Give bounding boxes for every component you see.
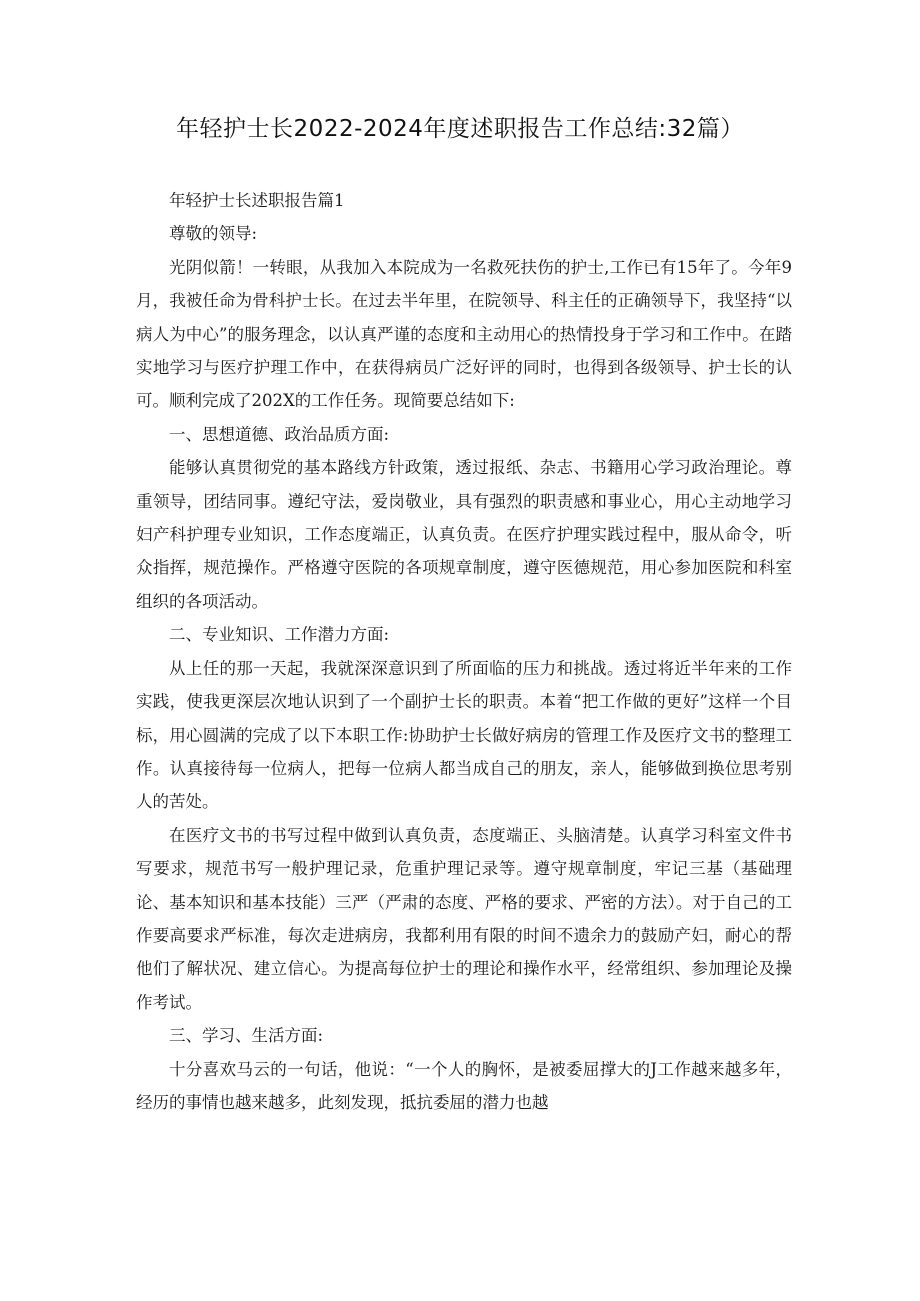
document-body xyxy=(136,184,792,1119)
salutation: 尊敬的领导: xyxy=(169,224,258,244)
section-heading: 三、学习、生活方面: xyxy=(169,1026,324,1046)
body-paragraph: 从上任的那一天起，我就深深意识到了所面临的压力和挑战。透过将近半年来的工作实践，使我更深层次地认识到了一个副护士长的职责。本着“把工作做的更好”这样一个目标，用心圆满的完成了以下本职工作:协助护士长做好病房的管理工作及医疗文书的整理工作。认真接待每一位病人，把每一位病人都当成自己的朋友，亲人，能够做到换位思考别人的苦处。 xyxy=(136,658,792,812)
section-heading: 年轻护士长述职报告篇1 xyxy=(169,191,345,210)
body-paragraph: 在医疗文书的书写过程中做到认真负责，态度端正、头脑清楚。认真学习科室文件书写要求，规范书写一般护理记录，危重护理记录等。遵守规章制度，牢记三基（基础理论、基本知识和基本技能）三严（严肃的态度、严格的要求、严密的方法）。对于自己的工作要高要求严标准，每次走进病房，我都利用有限的时间不遗余力的鼓励产妇，耐心的帮他们了解状况、建立信心。为提高每位护士的理论和操作水平，经常组织、参加理论及操作考试。 xyxy=(136,825,792,1012)
section-heading: 二、专业知识、工作潜力方面: xyxy=(169,625,390,645)
section-heading: 一、思想道德、政治品质方面: xyxy=(169,424,390,444)
document-title: 年轻护士长2022-2024年度述职报告工作总结:32篇） xyxy=(176,116,744,142)
body-paragraph: 十分喜欢马云的一句话，他说：“一个人的胸怀，是被委屈撑大的J工作越来越多年，经历的事情也越来越多，此刻发现，抵抗委屈的潜力也越 xyxy=(136,1059,792,1112)
body-paragraph: 能够认真贯彻党的基本路线方针政策，透过报纸、杂志、书籍用心学习政治理论。尊重领导，团结同事。遵纪守法，爱岗敬业，具有强烈的职责感和事业心，用心主动地学习妇产科护理专业知识，工作态度端正，认真负责。在医疗护理实践过程中，服从命令，听众指挥，规范操作。严格遵守医院的各项规章制度，遵守医德规范，用心参加医院和科室组织的各项活动。 xyxy=(136,458,792,611)
body-paragraph: 光阴似箭！一转眼，从我加入本院成为一名救死扶伤的护士,工作已有15年了。今年9月，我被任命为骨科护士长。在过去半年里，在院领导、科主任的正确领导下，我坚持“以病人为中心”的服务理念，以认真严谨的态度和主动用心的热情投身于学习和工作中。在踏实地学习与医疗护理工作中，在获得病员广泛好评的同时，也得到各级领导、护士长的认可。顺利完成了202X的工作任务。现简要总结如下: xyxy=(136,257,792,411)
